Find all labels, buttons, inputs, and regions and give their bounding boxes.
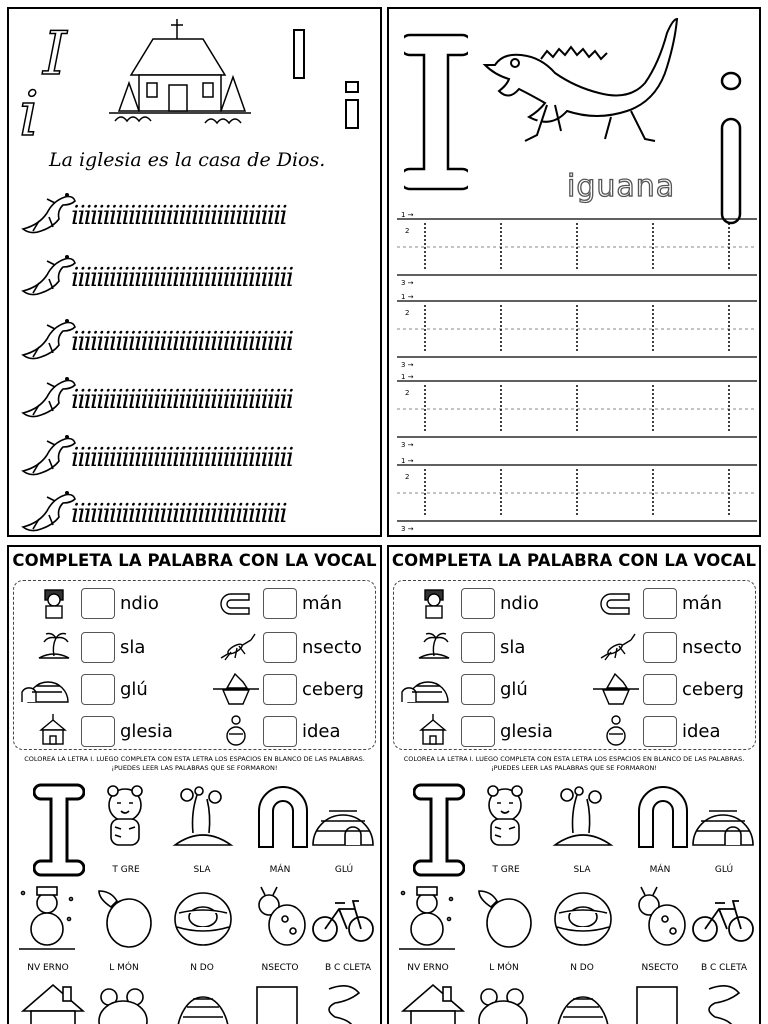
vowel-blank[interactable] [81,674,115,705]
box-picture [625,977,693,1024]
vowel-blank[interactable] [263,674,297,705]
magnet-picture [249,783,317,851]
indian-child-icon [31,586,77,620]
caption-limon: L MÓN [489,963,519,973]
svg-text:3 →: 3 → [401,361,414,369]
tracing-panel [387,7,761,537]
trace-text: iiiiiiiiiiiiiiiiiiiiiiiiiiiiiiiiiii [71,385,293,415]
svg-text:1 →: 1 → [401,211,414,219]
frog-picture [469,977,537,1024]
word-row-insecto [213,629,362,665]
lemon-picture [91,883,159,951]
church-illustration [105,17,255,135]
word-ending: glú [500,678,528,700]
word-row-iglu [393,671,528,707]
trace-row [17,369,377,425]
word-ending: mán [302,592,342,614]
caption-iman: MÁN [269,865,291,875]
word-ending: ndio [120,592,159,614]
vowel-worksheet-right [387,545,761,1024]
caption-nido: N DO [190,963,214,973]
vowel-blank[interactable] [461,632,495,663]
trace-text: iiiiiiiiiiiiiiiiiiiiiiiiiiiiiiiiiii [71,263,293,293]
trace-row [17,311,377,367]
vowel-blank[interactable] [461,674,495,705]
nest-picture [549,883,617,951]
house-picture [19,977,87,1024]
instructions [389,755,759,773]
vowel-blank[interactable] [263,716,297,747]
outline-capital-i [404,31,468,193]
igloo-picture [309,787,377,855]
vowel-blank[interactable] [643,674,677,705]
magnet-icon [213,586,259,620]
lizard-icon [19,483,77,537]
bubble-letter-i [413,781,465,879]
word-row-iceberg [213,671,364,707]
lizard-icon [19,427,77,481]
lizard-icon [19,311,77,365]
lizard-icon [19,185,77,239]
lemon-picture [471,883,539,951]
trace-text: iiiiiiiiiiiiiiiiiiiiiiiiiiiiiiiiii [71,201,286,231]
lizard-icon [19,369,77,423]
caption-insecto: NSECTO [261,963,299,973]
nest-picture [169,883,237,951]
caption-bicicleta: B C CLETA [700,963,748,973]
caption-iglu: GLÚ [714,865,734,875]
tracing-guide-4 [397,455,757,535]
trace-row [17,185,377,241]
box-picture [245,977,313,1024]
word-ending: idea [682,720,721,742]
cursive-practice-panel [7,7,382,537]
word-row-iglu [13,671,148,707]
magnet-icon [593,586,639,620]
vowel-blank[interactable] [643,588,677,619]
caption-isla: SLA [573,865,591,875]
idea-face-icon [593,714,639,748]
word-row-iman [593,585,722,621]
sentence-iglesia: La iglesia es la casa de Dios. [49,149,326,171]
print-capital-i-block [293,29,305,79]
vowel-blank[interactable] [81,588,115,619]
iguana-illustration [481,13,701,173]
snowman-picture [393,883,461,951]
tiger-picture [471,783,539,851]
word-ending: ndio [500,592,539,614]
idea-face-icon [213,714,259,748]
trace-row [17,247,377,303]
svg-text:1 →: 1 → [401,373,414,381]
word-row-idea [593,713,721,749]
bicycle-picture [309,883,377,951]
house-picture [399,977,467,1024]
instruction-line-1: COLOREA LA LETRA I. LUEGO COMPLETA CON ESTA LETRA LOS ESPACIOS EN BLANCO DE LAS PALABRAS. [403,755,745,763]
island-icon [31,630,77,664]
lizard-icon [19,247,77,301]
basket-picture [549,977,617,1024]
vowel-blank[interactable] [263,588,297,619]
caption-tigre: T GRE [492,865,520,875]
snake-picture [309,977,377,1024]
magnet-picture [629,783,697,851]
instructions [9,755,380,773]
word-ending: nsecto [302,636,362,658]
trace-text: iiiiiiiiiiiiiiiiiiiiiiiiiiiiiiiiiii [71,327,293,357]
caption-bicicleta: B C CLETA [324,963,372,973]
svg-text:2: 2 [405,389,410,397]
island-picture [549,783,617,851]
word-row-isla [31,629,145,665]
vowel-blank[interactable] [643,716,677,747]
igloo-picture [689,787,757,855]
word-row-isla [411,629,525,665]
instruction-line-2: ¡PUEDES LEER LAS PALABRAS QUE SE FORMARON! [491,764,657,772]
igloo-icon [13,672,77,706]
word-ending: ceberg [302,678,364,700]
vowel-blank[interactable] [81,632,115,663]
caption-insecto: NSECTO [641,963,679,973]
trace-row [17,427,377,483]
ladybug-insect-picture [625,883,693,951]
print-lower-i-dot [345,81,359,93]
word-iguana: iguana [567,169,676,204]
vowel-worksheet-left [7,545,382,1024]
word-row-iglesia [411,713,553,749]
basket-picture [169,977,237,1024]
insect-icon [213,630,259,664]
tiger-picture [91,783,159,851]
caption-iman: MÁN [649,865,671,875]
insect-icon [593,630,639,664]
vowel-blank[interactable] [643,632,677,663]
snowman-picture [13,883,81,951]
word-ending: glesia [120,720,173,742]
word-row-iman [213,585,342,621]
indian-child-icon [411,586,457,620]
trace-text: iiiiiiiiiiiiiiiiiiiiiiiiiiiiiiiiiii [71,443,293,473]
word-row-indio [31,585,159,621]
caption-iglu: GLÚ [334,865,354,875]
svg-text:2: 2 [405,309,410,317]
ladybug-insect-picture [245,883,313,951]
caption-invierno: NV ERNO [27,963,69,973]
tracing-guide-1 [397,209,757,289]
caption-limon: L MÓN [109,963,139,973]
trace-row [17,483,377,537]
vowel-blank[interactable] [81,716,115,747]
word-ending: ceberg [682,678,744,700]
print-lower-i-stem [345,99,359,129]
church-icon [31,714,77,748]
svg-text:1 →: 1 → [401,457,414,465]
igloo-icon [393,672,457,706]
church-icon [411,714,457,748]
word-row-idea [213,713,341,749]
caption-nido: N DO [570,963,594,973]
svg-text:3 →: 3 → [401,525,414,533]
svg-text:3 →: 3 → [401,441,414,449]
tracing-guide-2 [397,291,757,371]
bubble-letter-i [33,781,85,879]
island-picture [169,783,237,851]
vowel-blank[interactable] [263,632,297,663]
iceberg-icon [213,672,259,706]
svg-text:3 →: 3 → [401,279,414,287]
worksheet-heading: COMPLETA LA PALABRA CON LA VOCAL [391,551,757,570]
word-row-indio [411,585,539,621]
snake-picture [689,977,757,1024]
word-ending: glú [120,678,148,700]
caption-tigre: T GRE [112,865,140,875]
word-ending: mán [682,592,722,614]
svg-text:1 →: 1 → [401,293,414,301]
caption-isla: SLA [193,865,211,875]
svg-text:2: 2 [405,473,410,481]
cursive-capital-i: I [43,19,67,89]
outline-lower-i [711,69,751,229]
word-ending: sla [120,636,146,658]
word-ending: nsecto [682,636,742,658]
trace-text: iiiiiiiiiiiiiiiiiiiiiiiiiiiiiiiiii [71,499,286,529]
svg-text:2: 2 [405,227,410,235]
vowel-blank[interactable] [461,716,495,747]
bicycle-picture [689,883,757,951]
word-row-insecto [593,629,742,665]
word-row-iglesia [31,713,173,749]
worksheet-heading: COMPLETA LA PALABRA CON LA VOCAL [12,551,377,570]
cursive-lower-i: i [19,77,39,150]
frog-picture [89,977,157,1024]
word-ending: sla [500,636,526,658]
island-icon [411,630,457,664]
iceberg-icon [593,672,639,706]
tracing-guide-3 [397,371,757,451]
vowel-blank[interactable] [461,588,495,619]
word-ending: glesia [500,720,553,742]
word-row-iceberg [593,671,744,707]
instruction-line-2: ¡PUEDES LEER LAS PALABRAS QUE SE FORMARON! [111,764,278,772]
word-ending: idea [302,720,341,742]
instruction-line-1: COLOREA LA LETRA I. LUEGO COMPLETA CON ESTA LETRA LOS ESPACIOS EN BLANCO DE LAS PALABRAS. [24,755,365,763]
caption-invierno: NV ERNO [407,963,449,973]
